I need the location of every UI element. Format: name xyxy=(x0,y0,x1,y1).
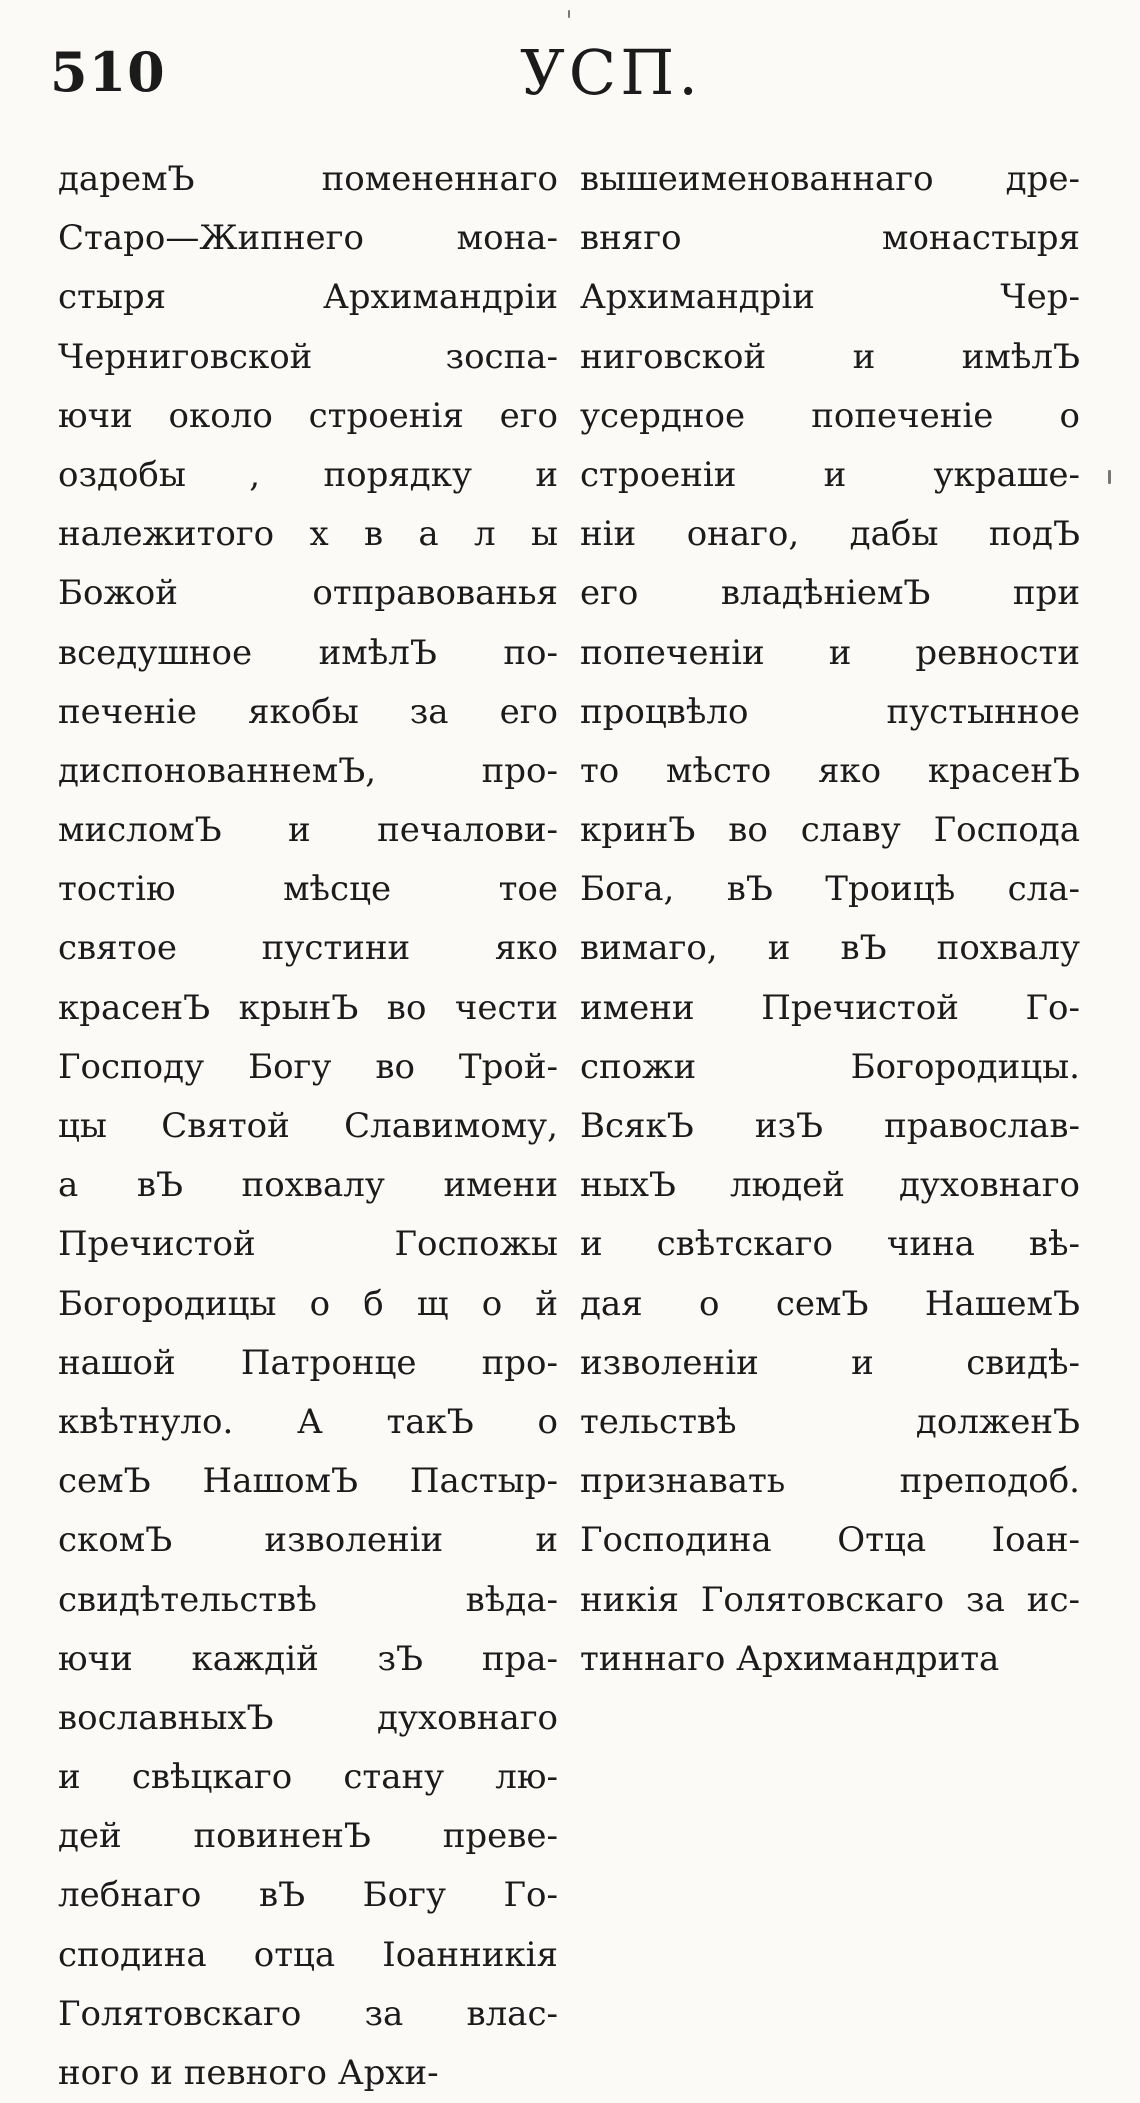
text-line: процвѣло пустынное xyxy=(580,691,1080,732)
text-line: тельствѣ долженЪ xyxy=(580,1401,1080,1442)
text-line: ніи онаго, дабы подЪ xyxy=(580,514,1080,555)
text-line: ючи около строенія его xyxy=(58,395,558,436)
text-line: никія Голятовскаго за ис- xyxy=(580,1579,1080,1620)
text-line: вославныхЪ духовнаго xyxy=(58,1697,558,1738)
text-line: то мѣсто яко красенЪ xyxy=(580,750,1080,791)
text-line: вседушное имѣлЪ по- xyxy=(58,632,558,673)
text-line: Господина Отца Іоан- xyxy=(580,1520,1080,1561)
left-column-text xyxy=(58,150,558,2093)
text-line: нашой Патронце про- xyxy=(58,1342,558,1383)
right-column-text xyxy=(580,150,1080,1810)
ink-speck xyxy=(1108,470,1111,484)
ink-speck xyxy=(568,10,570,18)
text-line: цы Святой Славимому, xyxy=(58,1106,558,1146)
text-line: оздобы , порядку и xyxy=(58,454,558,495)
text-line: дая о семЪ НашемЪ xyxy=(580,1283,1080,1324)
text-line: Господу Богу во Трой- xyxy=(58,1046,558,1087)
running-head: УСП. xyxy=(520,36,703,109)
text-line: свидѣтельствѣ вѣда- xyxy=(58,1579,558,1620)
text-line: строеніи и украше- xyxy=(580,454,1080,495)
text-line: сподина отца Іоанникія xyxy=(58,1934,558,1975)
text-line: ВсякЪ изЪ православ- xyxy=(580,1106,1080,1146)
text-line: красенЪ крынЪ во чести xyxy=(58,987,558,1028)
text-line: диспонованнемЪ, про- xyxy=(58,750,558,791)
text-line: попеченіи и ревности xyxy=(580,632,1080,673)
text-line: Старо—Жипнего мона- xyxy=(58,218,558,259)
text-line: мисломЪ и печалови- xyxy=(58,810,558,851)
text-line: ниговской и имѣлЪ xyxy=(580,336,1080,377)
text-line: вимаго, и вЪ похвалу xyxy=(580,928,1080,969)
text-line: признавать преподоб. xyxy=(580,1461,1080,1502)
text-line: лебнаго вЪ Богу Го- xyxy=(58,1875,558,1916)
text-line: кринЪ во славу Господа xyxy=(580,810,1080,851)
text-line: имени Пречистой Го- xyxy=(580,987,1080,1028)
text-line: Черниговской зоспа- xyxy=(58,336,558,377)
text-line: скомЪ изволеніи и xyxy=(58,1520,558,1561)
text-line: тостію мѣсце тое xyxy=(58,869,558,910)
text-line: дей повиненЪ преве- xyxy=(58,1816,558,1857)
text-line: и свѣтскаго чина вѣ- xyxy=(580,1224,1080,1265)
text-line: печеніе якобы за его xyxy=(58,691,558,732)
text-line: ючи каждій зЪ пра- xyxy=(58,1638,558,1679)
text-line: семЪ НашомЪ Пастыр- xyxy=(58,1461,558,1502)
text-line: Божой отправованья xyxy=(58,573,558,614)
page-number: 510 xyxy=(50,40,166,104)
text-line: тиннаго Архимандрита xyxy=(580,1638,1000,1679)
text-line: Бога, вЪ Троицѣ сла- xyxy=(580,869,1080,910)
text-line: усердное попеченіе о xyxy=(580,395,1080,436)
text-line: Голятовскаго за влас- xyxy=(58,1993,558,2034)
text-line: квѣтнуло. А такЪ о xyxy=(58,1401,558,1442)
page-header xyxy=(50,28,1090,118)
text-line: даремЪ помененнаго xyxy=(58,159,558,199)
text-line: изволеніи и свидѣ- xyxy=(580,1342,1080,1383)
text-line: и свѣцкаго стану лю- xyxy=(58,1757,558,1798)
text-line: вышеименованнаго дре- xyxy=(580,159,1080,199)
text-line: стыря Архимандріи xyxy=(58,277,558,318)
text-line: вняго монастыря xyxy=(580,218,1080,259)
text-line: ного и певного Архи- xyxy=(58,2053,439,2093)
text-line: належитого х в а л ы xyxy=(58,514,558,555)
text-line: Архимандріи Чер- xyxy=(580,277,1080,318)
text-line: а вЪ похвалу имени xyxy=(58,1165,558,1206)
text-line: его владѣніемЪ при xyxy=(580,573,1080,614)
text-line: ныхЪ людей духовнаго xyxy=(580,1165,1080,1206)
text-line: святое пустини яко xyxy=(58,928,558,969)
text-line: спожи Богородицы. xyxy=(580,1046,1080,1087)
text-line: Пречистой Госпожы xyxy=(58,1224,558,1265)
text-line: Богородицы о б щ о й xyxy=(58,1283,558,1324)
